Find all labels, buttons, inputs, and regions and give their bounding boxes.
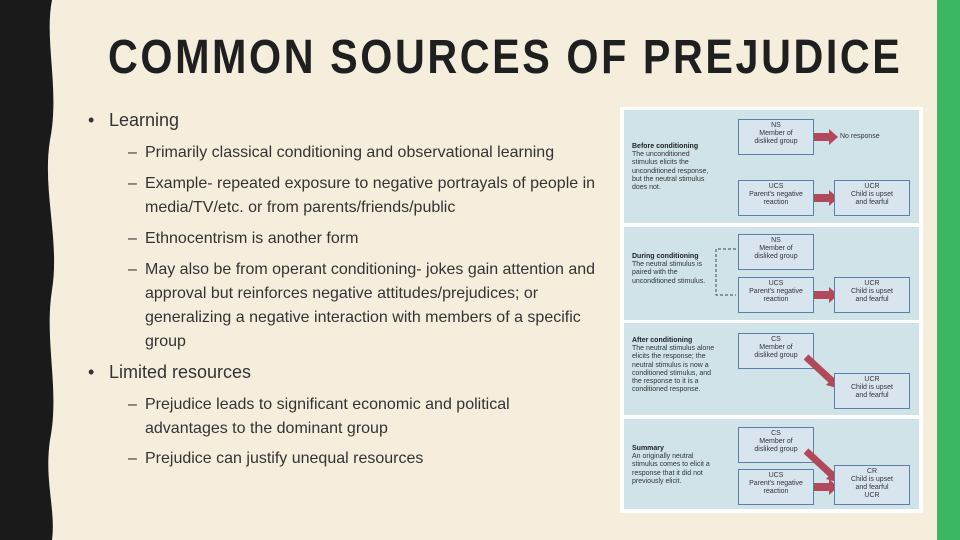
sub-bullet: – Prejudice can justify unequal resources [128, 447, 628, 471]
arrow-icon [814, 483, 830, 491]
sub-bullet: – Prejudice leads to significant economic and political advantages to the dominant group [128, 393, 568, 441]
bullet-text: Learning [109, 110, 180, 130]
sub-bullet-text: Prejudice can justify unequal resources [145, 450, 424, 467]
sub-bullet-text: Ethnocentrism is another form [145, 230, 359, 247]
pairing-bracket-icon [712, 247, 738, 297]
stimulus-box: CS Member of disliked group [738, 333, 814, 369]
sub-bullet: – Primarily classical conditioning and observational learning [128, 141, 628, 165]
stimulus-box: UCS Parent's negative reaction [738, 469, 814, 505]
response-box: UCR Child is upset and fearful [834, 373, 910, 409]
bullet-learning [88, 108, 179, 132]
panel-description: During conditioning The neutral stimulus is paired with the unconditioned stimulus. [632, 253, 717, 286]
sub-bullet: – Ethnocentrism is another form [128, 227, 628, 251]
decorative-right-band [937, 0, 960, 540]
arrow-icon [814, 194, 830, 202]
bullet-dot-icon: • [88, 362, 95, 382]
sub-bullet-text: Example- repeated exposure to negative portrayals of people in media/TV/etc. or from parents/friends/public [145, 175, 596, 216]
panel-description: After conditioning The neutral stimulus alone elicits the response; the neutral stimulus is now a conditioned stimulus, and the response to it is a conditioned response. [632, 337, 717, 394]
stimulus-box: UCS Parent's negative reaction [738, 180, 814, 216]
response-box: CR Child is upset and fearful UCR [834, 465, 910, 505]
sub-bullet: – Example- repeated exposure to negative portrayals of people in media/TV/etc. or from parents/friends/public [128, 172, 608, 220]
stimulus-box: NS Member of disliked group [738, 119, 814, 155]
sub-bullet-text: Prejudice leads to significant economic and political advantages to the dominant group [145, 396, 510, 437]
conditioning-diagram [620, 107, 923, 513]
stimulus-box: CS Member of disliked group [738, 427, 814, 463]
sub-bullet: – May also be from operant conditioning- jokes gain attention and approval but reinforces negative attitudes/prejudices; or generalizing a negative interaction with members of a specific group [128, 258, 623, 354]
sub-bullet-text: May also be from operant conditioning- jokes gain attention and approval but reinforces negative attitudes/prejudices; or generalizing a negative interaction with members of a specific group [145, 261, 596, 350]
stimulus-box: UCS Parent's negative reaction [738, 277, 814, 313]
panel-heading: After conditioning [632, 337, 693, 344]
decorative-left-band [0, 0, 58, 540]
panel-before-conditioning [624, 110, 919, 223]
bullet-limited-resources [88, 360, 251, 384]
panel-heading: During conditioning [632, 253, 699, 260]
arrow-icon [814, 133, 830, 141]
panel-during-conditioning [624, 227, 919, 320]
bullet-dot-icon: • [88, 110, 95, 130]
sub-bullet-text: Primarily classical conditioning and observational learning [145, 144, 555, 161]
panel-heading: Summary [632, 445, 664, 452]
stimulus-box: NS Member of disliked group [738, 234, 814, 270]
response-box: UCR Child is upset and fearful [834, 180, 910, 216]
no-response-label: No response [840, 133, 880, 140]
panel-after-conditioning [624, 323, 919, 415]
slide-title: COMMON SOURCES OF PREJUDICE [108, 31, 903, 84]
response-box: UCR Child is upset and fearful [834, 277, 910, 313]
panel-description: Before conditioning The unconditioned stimulus elicits the unconditioned response, but the neutral stimulus does not. [632, 143, 717, 192]
panel-summary [624, 419, 919, 509]
panel-heading: Before conditioning [632, 143, 699, 150]
panel-description: Summary An originally neutral stimulus comes to elicit a response that it did not previously elicit. [632, 445, 717, 486]
bullet-text: Limited resources [109, 362, 252, 382]
arrow-icon [814, 291, 830, 299]
